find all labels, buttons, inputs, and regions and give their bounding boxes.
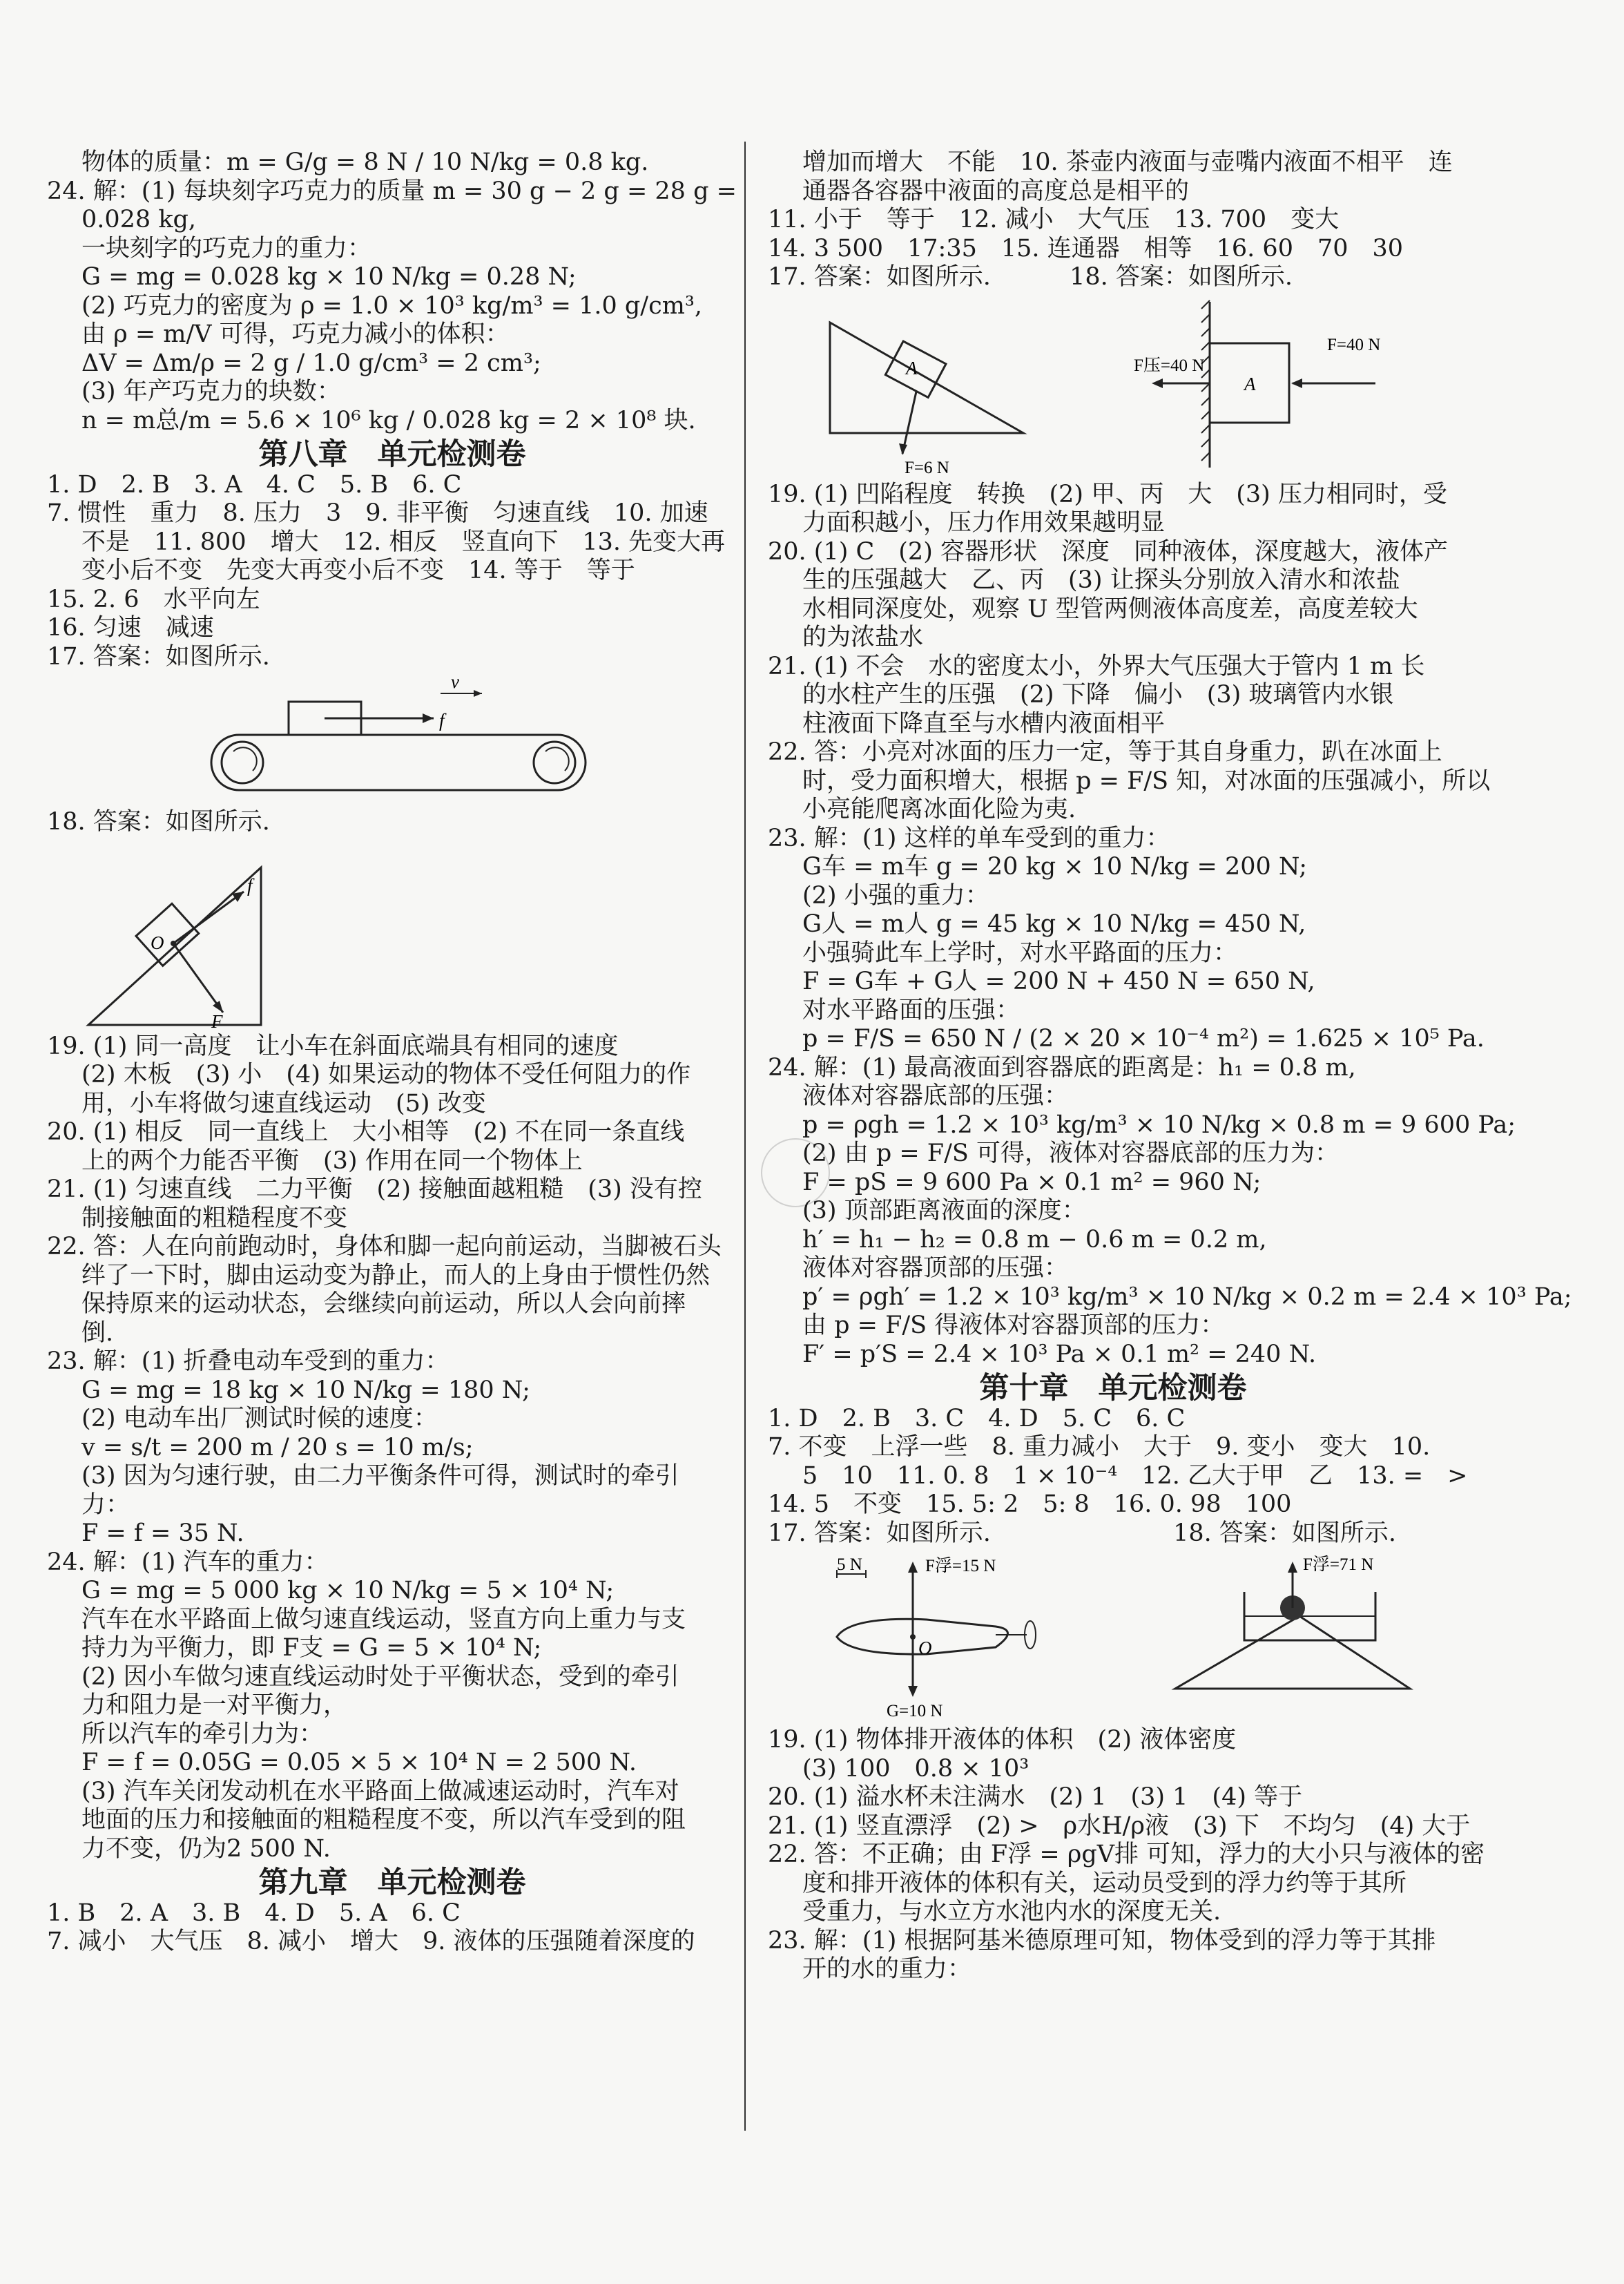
text-line: 度和排开液体的体积有关，运动员受到的浮力约等于其所 [802,1869,1407,1897]
text-line: ΔV = Δm/ρ = 2 g / 1.0 g/cm³ = 2 cm³; [81,349,541,377]
text-line: n = m总/m = 5.6 × 10⁶ kg / 0.028 kg = 2 × 10⁸ 块. [81,406,696,434]
label-F40: F=40 N [1327,335,1381,354]
answer-17: 17. 答案：如图所示. [768,263,991,291]
text-line: 力不变，仍为2 500 N. [81,1834,331,1863]
text-line: 不是 11. 800 增大 12. 相反 竖直向下 13. 先变大再 [81,528,726,556]
text-line: 1. D 2. B 3. C 4. D 5. C 6. C [768,1404,1186,1432]
text-line: 7. 不变 上浮一些 8. 重力减小 大于 9. 变小 变大 10. [768,1433,1431,1461]
text-line: 22. 答：不正确；由 F浮 = ρgV排 可知，浮力的大小只与液体的密 [768,1841,1485,1868]
text-line: 22. 答：小亮对冰面的压力一定，等于其自身重力，趴在冰面上 [768,738,1442,766]
text-line: 20. (1) 溢水杯未注满水 (2) 1 (3) 1 (4) 等于 [768,1783,1303,1811]
text-line: 20. (1) C (2) 容器形状 深度 同种液体，深度越大，液体产 [768,537,1448,566]
text-line: 力和阻力是一对平衡力， [81,1691,348,1719]
conveyor-figure [47,674,737,805]
text-line: (2) 电动车出厂测试时候的速度： [81,1405,438,1432]
text-line: (3) 因为匀速行驶，由二力平衡条件可得，测试时的牵引 [81,1462,679,1490]
text-line: 开的水的重力： [802,1955,972,1983]
text-line: 14. 5 不变 15. 5: 2 5: 8 16. 0. 98 100 [768,1490,1292,1518]
text-line: 力面积越小，压力作用效果越明显 [802,509,1166,537]
label-G: G=10 N [887,1702,943,1720]
text-line: G车 = m车 g = 20 kg × 10 N/kg = 200 N; [802,853,1308,881]
text-line: (3) 100 0.8 × 10³ [802,1754,1030,1783]
text-line: 小强骑此车上学时，对水平路面的压力： [802,939,1238,967]
label-F6: F=6 N [905,458,949,477]
text-line: 19. (1) 物体排开液体的体积 (2) 液体密度 [768,1726,1237,1754]
text-line: 16. 匀速 减速 [47,614,214,642]
text-line: 汽车在水平路面上做匀速直线运动，竖直方向上重力与支 [81,1605,686,1633]
text-line: 23. 解：(1) 根据阿基米德原理可知，物体受到的浮力等于其排 [768,1926,1436,1955]
text-line: 的水柱产生的压强 (2) 下降 偏小 (3) 玻璃管内水银 [802,681,1394,709]
text-line: F = pS = 9 600 Pa × 0.1 m² = 960 N; [802,1168,1262,1196]
text-line: G人 = m人 g = 45 kg × 10 N/kg = 450 N, [802,910,1306,938]
text-line: 一块刻字的巧克力的重力： [81,234,372,262]
text-line: p = F/S = 650 N / (2 × 20 × 10⁻⁴ m²) = 1.625 × 10⁵ Pa. [802,1025,1485,1053]
text-line: h′ = h₁ − h₂ = 0.8 m − 0.6 m = 0.2 m, [802,1225,1267,1254]
text-line: (3) 年产巧克力的块数： [81,378,341,405]
label-Ffloat: F浮=15 N [925,1557,996,1575]
text-line: 24. 解：(1) 汽车的重力： [47,1548,329,1576]
chapter-9-heading: 第九章 单元检测卷 [258,1865,526,1900]
text-line: 绊了一下时，脚由运动变为静止，而人的上身由于惯性仍然 [81,1261,710,1289]
label-f: f [439,710,445,731]
label-O: O [918,1638,932,1658]
text-line: 15. 2. 6 水平向左 [47,585,260,613]
label-A2: A [1244,373,1256,394]
text-line: p = ρgh = 1.2 × 10³ kg/m³ × 10 N/kg × 0.8 m = 9 600 Pa; [802,1111,1516,1139]
text-line: 17. 答案：如图所示. [47,642,270,671]
text-line: 23. 解：(1) 这样的单车受到的重力： [768,824,1170,852]
text-line: 时，受力面积增大，根据 p = F/S 知，对冰面的压强减小，所以 [802,767,1491,795]
column-divider [744,142,746,2131]
text-line: 增加而增大 不能 10. 茶壶内液面与壶嘴内液面不相平 连 [802,148,1453,176]
text-line: 变小后不变 先变大再变小后不变 14. 等于 等于 [81,557,635,584]
answer-18: 18. 答案：如图所示. [1070,263,1293,291]
figures-row-pressure [768,295,1458,478]
text-line: 21. (1) 竖直漂浮 (2) > ρ水H/ρ液 (3) 下 不均匀 (4) 大于 [768,1812,1471,1840]
text-line: 上的两个力能否平衡 (3) 作用在同一个物体上 [81,1146,583,1175]
text-line: v = s/t = 200 m / 20 s = 10 m/s; [81,1433,474,1461]
text-line: 18. 答案：如图所示. [47,808,270,836]
label-Ffloat71: F浮=71 N [1303,1555,1374,1574]
label-scale: 5 N [837,1555,862,1574]
text-line: (2) 木板 (3) 小 (4) 如果运动的物体不受任何阻力的作 [81,1061,691,1088]
figures-row-buoyancy [768,1551,1458,1723]
incline-figure-left [47,840,737,1030]
label-A: A [906,357,918,378]
text-line: 1. B 2. A 3. B 4. D 5. A 6. C [47,1899,461,1927]
text-line: (2) 小强的重力： [802,881,989,910]
text-line: 通器各容器中液面的高度总是相平的 [802,177,1190,205]
left-column [47,148,737,1957]
text-line: 柱液面下降直至与水槽内液面相平 [802,709,1166,738]
text-line: 21. (1) 匀速直线 二力平衡 (2) 接触面越粗糙 (3) 没有控 [47,1175,702,1203]
text-line: 23. 解：(1) 折叠电动车受到的重力： [47,1347,450,1375]
right-column [768,148,1572,1984]
text-line: 水相同深度处，观察 U 型管两侧液体高度差，高度差较大 [802,595,1418,623]
text-line: F′ = p′S = 2.4 × 10³ Pa × 0.1 m² = 240 N. [802,1340,1317,1368]
text-line: 0.028 kg, [81,206,197,233]
text-line: 7. 惯性 重力 8. 压力 3 9. 非平衡 匀速直线 10. 加速 [47,499,708,527]
text-line: (2) 因小车做匀速直线运动时处于平衡状态，受到的牵引 [81,1662,679,1691]
text-line: 11. 小于 等于 12. 减小 大气压 13. 700 变大 [768,206,1340,233]
label-F: F [211,1010,223,1030]
text-line: 21. (1) 不会 水的密度太小，外界大气压强大于管内 1 m 长 [768,652,1425,680]
text-line: 对水平路面的压强： [802,996,1021,1024]
text-line: G = mg = 18 kg × 10 N/kg = 180 N; [81,1376,530,1404]
text-line: F = G车 + G人 = 200 N + 450 N = 650 N, [802,968,1315,995]
text-line: 液体对容器底部的压强： [802,1082,1069,1110]
answer-pair [768,1519,1458,1548]
text-line: 生的压强越大 乙、丙 (3) 让探头分别放入清水和浓盐 [802,566,1400,594]
text-line: 液体对容器顶部的压强： [802,1254,1069,1282]
text-line: 的为浓盐水 [802,624,924,651]
text-line: F = f = 0.05G = 0.05 × 5 × 10⁴ N = 2 500 N. [81,1749,637,1776]
text-line: 24. 解：(1) 最高液面到容器底的距离是：h₁ = 0.8 m, [768,1053,1356,1082]
text-line: 制接触面的粗糙程度不变 [81,1204,348,1232]
text-line: G = mg = 5 000 kg × 10 N/kg = 5 × 10⁴ N; [81,1577,615,1604]
text-line: 1. D 2. B 3. A 4. C 5. B 6. C [47,470,462,499]
text-line: 用，小车将做匀速直线运动 (5) 改变 [81,1089,486,1117]
text-line: 22. 答：人在向前跑动时，身体和脚一起向前运动，当脚被石头 [47,1233,722,1260]
chapter-10-heading: 第十章 单元检测卷 [979,1371,1247,1405]
text-line: 倒. [81,1318,114,1347]
text-line: 保持原来的运动状态，会继续向前运动，所以人会向前摔 [81,1290,686,1318]
text-line: p′ = ρgh′ = 1.2 × 10³ kg/m³ × 10 N/kg × 0.2 m = 2.4 × 10³ Pa; [802,1283,1572,1311]
answer-pair [768,263,1458,292]
text-line: 力： [81,1490,130,1519]
text-line: 19. (1) 凹陷程度 转换 (2) 甲、丙 大 (3) 压力相同时，受 [768,480,1447,508]
text-line: G = mg = 0.028 kg × 10 N/kg = 0.28 N; [81,263,577,291]
label-Fpress: F压=40 N [1134,356,1205,375]
text-line: 由 p = F/S 得液体对容器顶部的压力： [802,1312,1225,1339]
text-line: 14. 3 500 17:35 15. 连通器 相等 16. 60 70 30 [768,234,1404,262]
text-line: 7. 减小 大气压 8. 减小 增大 9. 液体的压强随着深度的 [47,1928,695,1955]
text-line: 小亮能爬离冰面化险为夷. [802,796,1076,823]
text-line: 20. (1) 相反 同一直线上 大小相等 (2) 不在同一条直线 [47,1118,685,1146]
text-line: F = f = 35 N. [81,1519,244,1547]
text-line: 所以汽车的牵引力为： [81,1720,324,1748]
text-line: 24. 解：(1) 每块刻字巧克力的质量 m = 30 g − 2 g = 28 g = [47,177,737,205]
text-line: 持力为平衡力，即 F支 = G = 5 × 10⁴ N; [81,1634,542,1662]
text-line: 5 10 11. 0. 8 1 × 10⁻⁴ 12. 乙大于甲 乙 13. = > [802,1461,1468,1490]
label-f: f [247,874,253,896]
answer-17b: 17. 答案：如图所示. [768,1519,991,1547]
chapter-8-heading: 第八章 单元检测卷 [258,437,526,472]
text-line: 19. (1) 同一高度 让小车在斜面底端具有相同的速度 [47,1032,619,1060]
text-line: 由 ρ = m/V 可得，巧克力减小的体积： [81,320,510,348]
text-line: 地面的压力和接触面的粗糙程度不变，所以汽车受到的阻 [81,1806,686,1834]
text-line: 受重力，与水立方水池内水的深度无关. [802,1898,1221,1926]
text-line: (2) 巧克力的密度为 ρ = 1.0 × 10³ kg/m³ = 1.0 g/cm³, [81,291,703,320]
text-line: (2) 由 p = F/S 可得，液体对容器底部的压力为： [802,1140,1339,1167]
text-line: (3) 汽车关闭发动机在水平路面上做减速运动时，汽车对 [81,1777,679,1805]
text-line: 物体的质量：m = G/g = 8 N / 10 N/kg = 0.8 kg. [81,148,649,176]
label-v: v [451,674,459,692]
answer-18b: 18. 答案：如图所示. [1173,1519,1396,1547]
label-O: O [151,932,164,953]
text-line: (3) 顶部距离液面的深度： [802,1197,1086,1225]
